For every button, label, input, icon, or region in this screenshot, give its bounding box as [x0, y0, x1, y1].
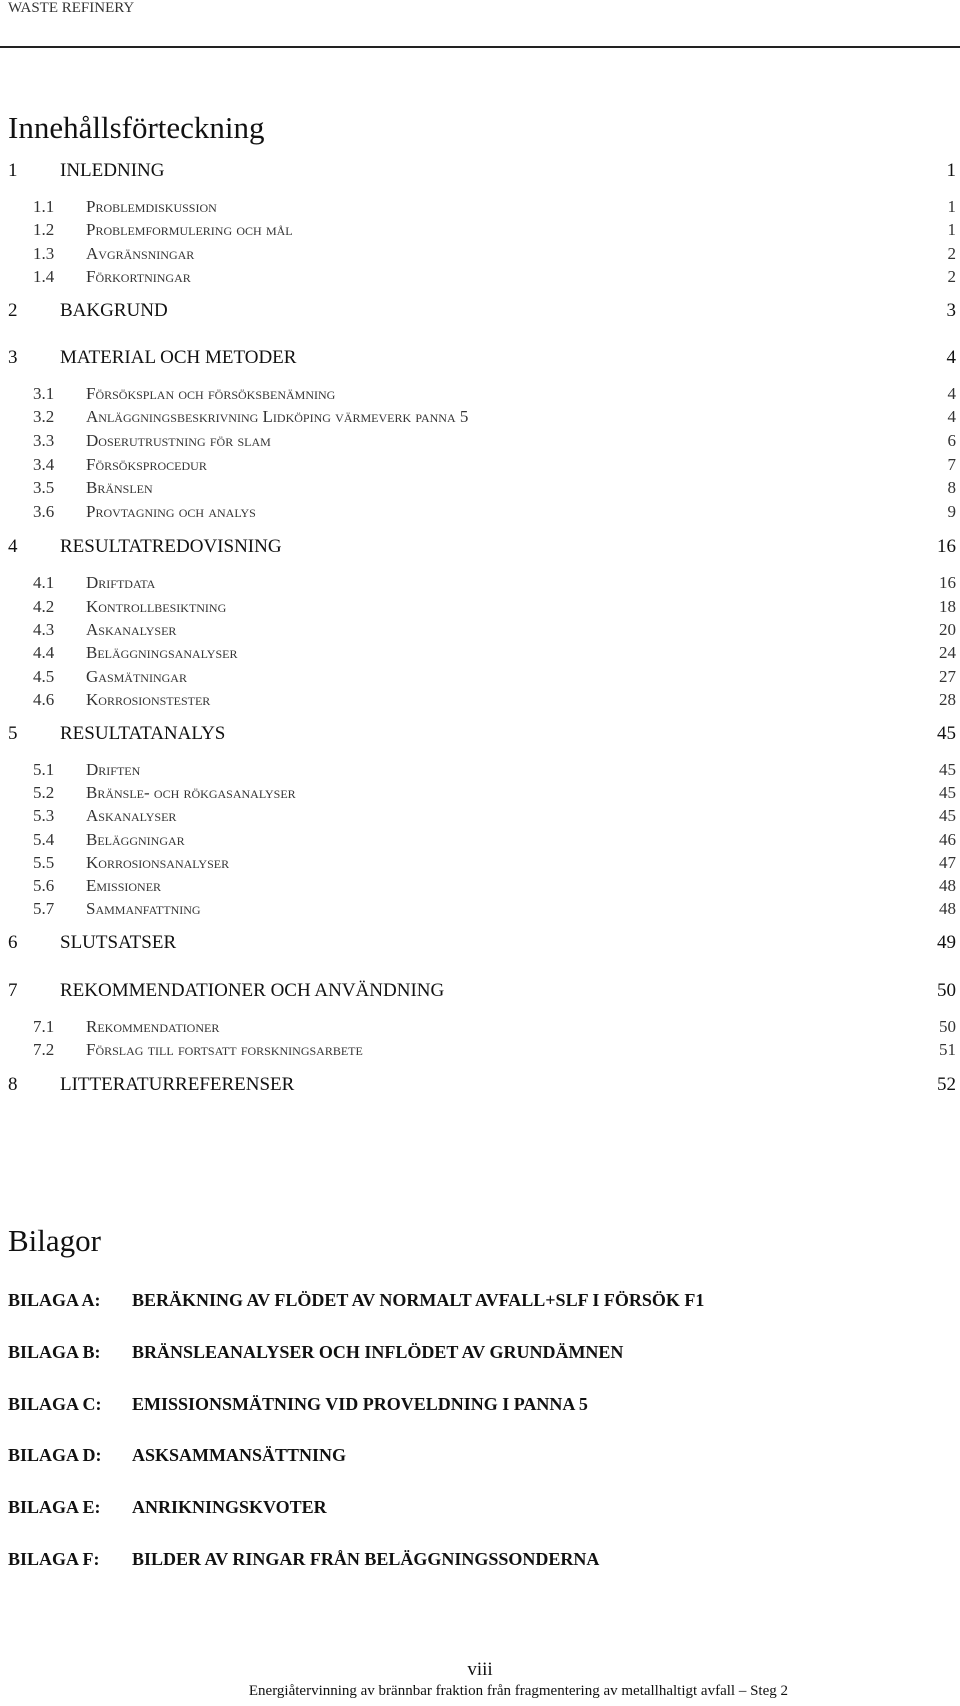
toc-entry-title: Bränsle- och rökgasanalyser — [86, 783, 296, 802]
toc-entry-number: 5 — [8, 723, 18, 744]
toc-entry-page: 4 — [947, 407, 956, 426]
appendix-title: BRÄNSLEANALYSER OCH INFLÖDET AV GRUNDÄMNEN — [132, 1342, 624, 1362]
toc-entry-title: Rekommendationer — [86, 1017, 220, 1036]
toc-entry-title: Avgränsningar — [86, 244, 195, 263]
toc-entry-number: 7 — [8, 980, 18, 1001]
toc-entry-number: 3.4 — [33, 455, 55, 474]
toc-entry-title: Beläggningar — [86, 830, 185, 849]
toc-entry-title: Korrosionsanalyser — [86, 853, 230, 872]
toc-entry-title: RESULTATREDOVISNING — [60, 536, 282, 557]
appendix-label: BILAGA C: — [8, 1394, 102, 1414]
toc-entry-number: 4 — [8, 536, 18, 557]
toc-entry-number: 4.3 — [33, 620, 55, 639]
toc-entry-number: 4.5 — [33, 667, 55, 686]
toc-entry-title: INLEDNING — [60, 160, 165, 181]
toc-entry-page: 50 — [937, 980, 956, 1001]
toc-entry-title: Driftdata — [86, 573, 156, 592]
toc-entry-page: 3 — [946, 300, 956, 321]
toc-entry-title: REKOMMENDATIONER OCH ANVÄNDNING — [60, 980, 445, 1001]
toc-entry-number: 1.4 — [33, 267, 55, 286]
toc-entry-title: Problemformulering och mål — [86, 220, 293, 239]
toc-entry-page: 28 — [939, 690, 956, 709]
toc-entry-page: 6 — [947, 431, 956, 450]
toc-entry-number: 1.1 — [33, 197, 55, 216]
toc-entry-number: 3.1 — [33, 384, 55, 403]
appendix-label: BILAGA E: — [8, 1497, 101, 1517]
toc-entry-title: Anläggningsbeskrivning Lidköping värmeverk panna 5 — [86, 407, 469, 426]
toc-entry-number: 4.2 — [33, 597, 55, 616]
toc-entry-number: 7.1 — [33, 1017, 55, 1036]
toc-entry-number: 3.3 — [33, 431, 55, 450]
appendix-title: BILDER AV RINGAR FRÅN BELÄGGNINGSSONDERNA — [132, 1549, 600, 1569]
toc-entry-page: 4 — [947, 384, 956, 403]
toc-entry-title: SLUTSATSER — [60, 932, 177, 953]
toc-entry-page: 48 — [939, 899, 956, 918]
toc-entry-page: 2 — [947, 244, 956, 263]
toc-entry-page: 51 — [939, 1040, 956, 1059]
toc-entry-number: 5.1 — [33, 760, 55, 779]
toc-entry-title: Gasmätningar — [86, 667, 187, 686]
appendix-label: BILAGA B: — [8, 1342, 101, 1362]
toc-entry-page: 18 — [939, 597, 956, 616]
toc-entry-page: 50 — [939, 1017, 956, 1036]
toc-entry-title: Problemdiskussion — [86, 197, 217, 216]
appendix-title: ASKSAMMANSÄTTNING — [132, 1445, 347, 1465]
toc-entry-page: 49 — [937, 932, 956, 953]
toc-entry-page: 7 — [947, 455, 956, 474]
toc-entry-number: 4.4 — [33, 643, 55, 662]
appendix-title: BERÄKNING AV FLÖDET AV NORMALT AVFALL+SLF I FÖRSÖK F1 — [132, 1290, 705, 1310]
toc-entry-page: 45 — [939, 783, 956, 802]
toc-entry-title: Förkortningar — [86, 267, 191, 286]
running-header: WASTE REFINERY — [8, 0, 135, 16]
toc-entry-page: 45 — [939, 806, 956, 825]
toc-entry-title: RESULTATANALYS — [60, 723, 226, 744]
toc-entry-number: 6 — [8, 932, 18, 953]
toc-entry-title: Askanalyser — [86, 806, 177, 825]
toc-entry-title: Askanalyser — [86, 620, 177, 639]
toc-entry-number: 5.2 — [33, 783, 55, 802]
toc-entry-page: 1 — [947, 197, 956, 216]
toc-entry-title: Beläggningsanalyser — [86, 643, 238, 662]
toc-entry-title: Provtagning och analys — [86, 502, 256, 521]
toc-entry-number: 3.2 — [33, 407, 55, 426]
toc-entry-number: 8 — [8, 1074, 18, 1095]
toc-entry-number: 1.3 — [33, 244, 55, 263]
toc-entry-title: Emissioner — [86, 876, 162, 895]
toc-entry-number: 4.1 — [33, 573, 55, 592]
toc-entry-title: Försöksplan och försöksbenämning — [86, 384, 336, 403]
toc-entry-page: 45 — [937, 723, 956, 744]
footer-text: Energiåtervinning av brännbar fraktion från fragmentering av metallhaltigt avfall – Steg 2 — [248, 1683, 788, 1699]
toc-entry-title: LITTERATURREFERENSER — [60, 1074, 295, 1095]
toc-entry-number: 4.6 — [33, 690, 55, 709]
toc-entry-number: 3.5 — [33, 478, 55, 497]
page-number: viii — [467, 1659, 493, 1680]
toc-entry-page: 9 — [947, 502, 956, 521]
header-rule — [0, 46, 960, 48]
toc-entry-page: 27 — [939, 667, 956, 686]
toc-entry-page: 2 — [947, 267, 956, 286]
toc-entry-number: 5.6 — [33, 876, 55, 895]
toc-entry-number: 5.5 — [33, 853, 55, 872]
appendix-title: ANRIKNINGSKVOTER — [132, 1497, 327, 1517]
toc-entry-title: Förslag till fortsatt forskningsarbete — [86, 1040, 363, 1059]
toc-entry-number: 7.2 — [33, 1040, 55, 1059]
appendix-title: EMISSIONSMÄTNING VID PROVELDNING I PANNA 5 — [132, 1394, 588, 1414]
toc-entry-title: Försöksprocedur — [86, 455, 207, 474]
appendix-label: BILAGA A: — [8, 1290, 101, 1310]
toc-entry-number: 2 — [8, 300, 18, 321]
toc-entry-number: 3.6 — [33, 502, 55, 521]
toc-entry-title: Korrosionstester — [86, 690, 211, 709]
toc-entry-page: 24 — [939, 643, 956, 662]
toc-entry-number: 5.4 — [33, 830, 55, 849]
toc-entry-page: 48 — [939, 876, 956, 895]
toc-entry-page: 45 — [939, 760, 956, 779]
toc-entry-page: 52 — [937, 1074, 956, 1095]
toc-entry-page: 46 — [939, 830, 956, 849]
appendix-label: BILAGA F: — [8, 1549, 100, 1569]
toc-entry-title: BAKGRUND — [60, 300, 168, 321]
toc-entry-page: 8 — [947, 478, 956, 497]
appendices-title: Bilagor — [8, 1223, 101, 1258]
toc-entry-page: 16 — [939, 573, 956, 592]
toc-entry-title: Bränslen — [86, 478, 153, 497]
toc-entry-title: Kontrollbesiktning — [86, 597, 227, 616]
appendix-label: BILAGA D: — [8, 1445, 102, 1465]
toc-entry-number: 1.2 — [33, 220, 55, 239]
toc-entry-page: 47 — [939, 853, 956, 872]
toc-entry-page: 1 — [946, 160, 956, 181]
toc-entry-title: Driften — [86, 760, 141, 779]
toc-entry-title: MATERIAL OCH METODER — [60, 347, 297, 368]
toc-entry-page: 16 — [937, 536, 956, 557]
toc-entry-page: 4 — [946, 347, 956, 368]
toc-entry-number: 1 — [8, 160, 18, 181]
toc-entry-number: 5.7 — [33, 899, 55, 918]
toc-entry-page: 1 — [947, 220, 956, 239]
toc-title: Innehållsförteckning — [8, 110, 265, 145]
toc-entry-page: 20 — [939, 620, 956, 639]
toc-entry-title: Sammanfattning — [86, 899, 201, 918]
toc-entry-number: 3 — [8, 347, 18, 368]
toc-entry-number: 5.3 — [33, 806, 55, 825]
toc-entry-title: Doserutrustning för slam — [86, 431, 271, 450]
